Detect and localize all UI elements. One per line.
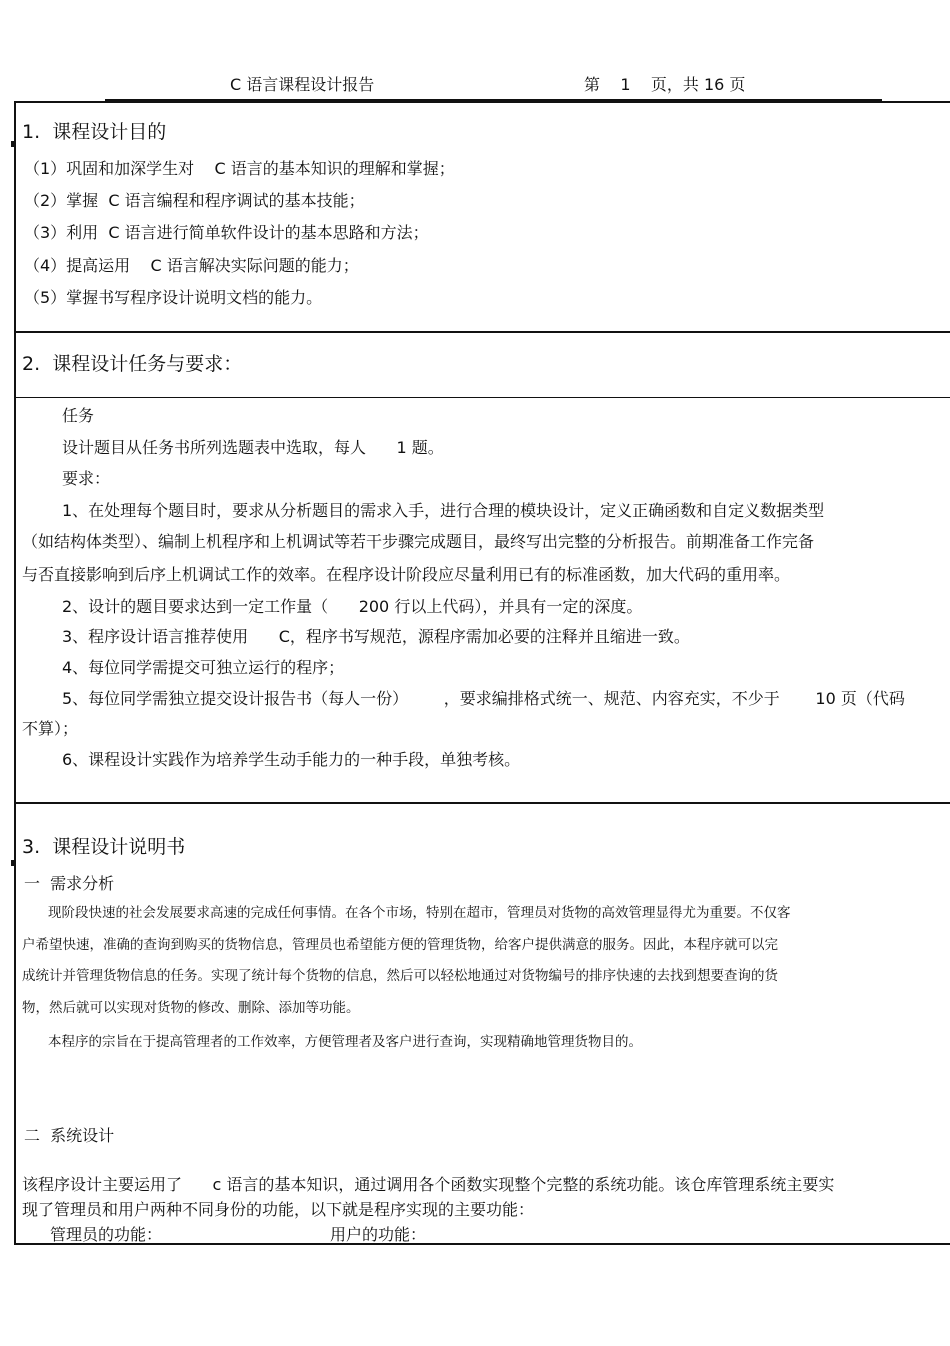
system-design-line: 现了管理员和用户两种不同身份的功能，以下就是程序实现的主要功能： (22, 1200, 535, 1219)
section1-item: （3）利用 C 语言进行简单软件设计的基本思路和方法； (24, 223, 429, 242)
requirement-line: 4、每位同学需提交可独立运行的程序； (62, 658, 345, 677)
section2-heading: 2. 课程设计任务与要求： (22, 353, 243, 375)
requirement-line: 1、在处理每个题目时，要求从分析题目的需求入手，进行合理的模块设计，定义正确函数和自定义数据类型 (62, 501, 825, 520)
section1-item: （1）巩固和加深学生对 C 语言的基本知识的理解和掌握； (24, 159, 455, 178)
analysis-line: 成统计并管理货物信息的任务。实现了统计每个货物的信息，然后可以轻松地通过对货物编号的排序快速的去找到想要查询的货 (22, 968, 778, 984)
analysis-line: 现阶段快速的社会发展要求高速的完成任何事情。在各个市场，特别在超市，管理员对货物的高效管理显得尤为重要。不仅客 (48, 905, 791, 921)
requirement-line: 2、设计的题目要求达到一定工作量（ 200 行以上代码），并具有一定的深度。 (62, 597, 643, 616)
section-divider (14, 802, 950, 804)
section2-heading-rule (14, 397, 950, 398)
requirement-line: 不算）； (22, 719, 79, 738)
task-text: 设计题目从任务书所列选题表中选取，每人 1 题。 (62, 438, 444, 457)
margin-tick (11, 141, 16, 147)
system-design-line: 该程序设计主要运用了 c 语言的基本知识，通过调用各个函数实现整个完整的系统功能。该仓库管理系统主要实 (22, 1175, 835, 1194)
analysis-line: 户希望快速，准确的查询到购买的货物信息，管理员也希望能方便的管理货物，给客户提供满意的服务。因此，本程序就可以完 (22, 937, 778, 953)
analysis-line: 本程序的宗旨在于提高管理者的工作效率，方便管理者及客户进行查询，实现精确地管理货物目的。 (48, 1034, 642, 1050)
report-title: C 语言课程设计报告 (230, 75, 375, 94)
task-label: 任务 (62, 406, 95, 425)
section1-heading: 1. 课程设计目的 (22, 121, 167, 143)
admin-functions-label: 管理员的功能： (50, 1225, 163, 1244)
requirement-line: 6、课程设计实践作为培养学生动手能力的一种手段，单独考核。 (62, 750, 521, 769)
margin-tick (11, 860, 16, 866)
requirement-line: 与否直接影响到后序上机调试工作的效率。在程序设计阶段应尽量利用已有的标准函数，加大代码的重用率。 (22, 565, 791, 584)
user-functions-label: 用户的功能： (330, 1225, 427, 1244)
requirement-line: 3、程序设计语言推荐使用 C，程序书写规范，源程序需加必要的注释并且缩进一致。 (62, 627, 690, 646)
requirement-line: 5、每位同学需独立提交设计报告书（每人一份） ，要求编排格式统一、规范、内容充实，不少于 10 页（代码 (62, 689, 905, 708)
section1-item: （5）掌握书写程序设计说明文档的能力。 (24, 288, 323, 307)
requirements-analysis-title: 一 需求分析 (24, 874, 115, 893)
section1-item: （2）掌握 C 语言编程和程序调试的基本技能； (24, 191, 365, 210)
analysis-line: 物，然后就可以实现对货物的修改、删除、添加等功能。 (22, 1000, 360, 1016)
section1-item: （4）提高运用 C 语言解决实际问题的能力； (24, 256, 359, 275)
system-design-title: 二 系统设计 (24, 1126, 115, 1145)
section-divider (14, 331, 950, 333)
section3-heading: 3. 课程设计说明书 (22, 836, 186, 858)
requirements-label: 要求： (62, 469, 111, 488)
table-left-border (14, 101, 16, 1244)
page-indicator: 第 1 页，共 16 页 (584, 75, 746, 94)
table-top-border (14, 101, 950, 103)
requirement-line: （如结构体类型）、编制上机程序和上机调试等若干步骤完成题目，最终写出完整的分析报告。前期准备工作完备 (22, 532, 815, 551)
